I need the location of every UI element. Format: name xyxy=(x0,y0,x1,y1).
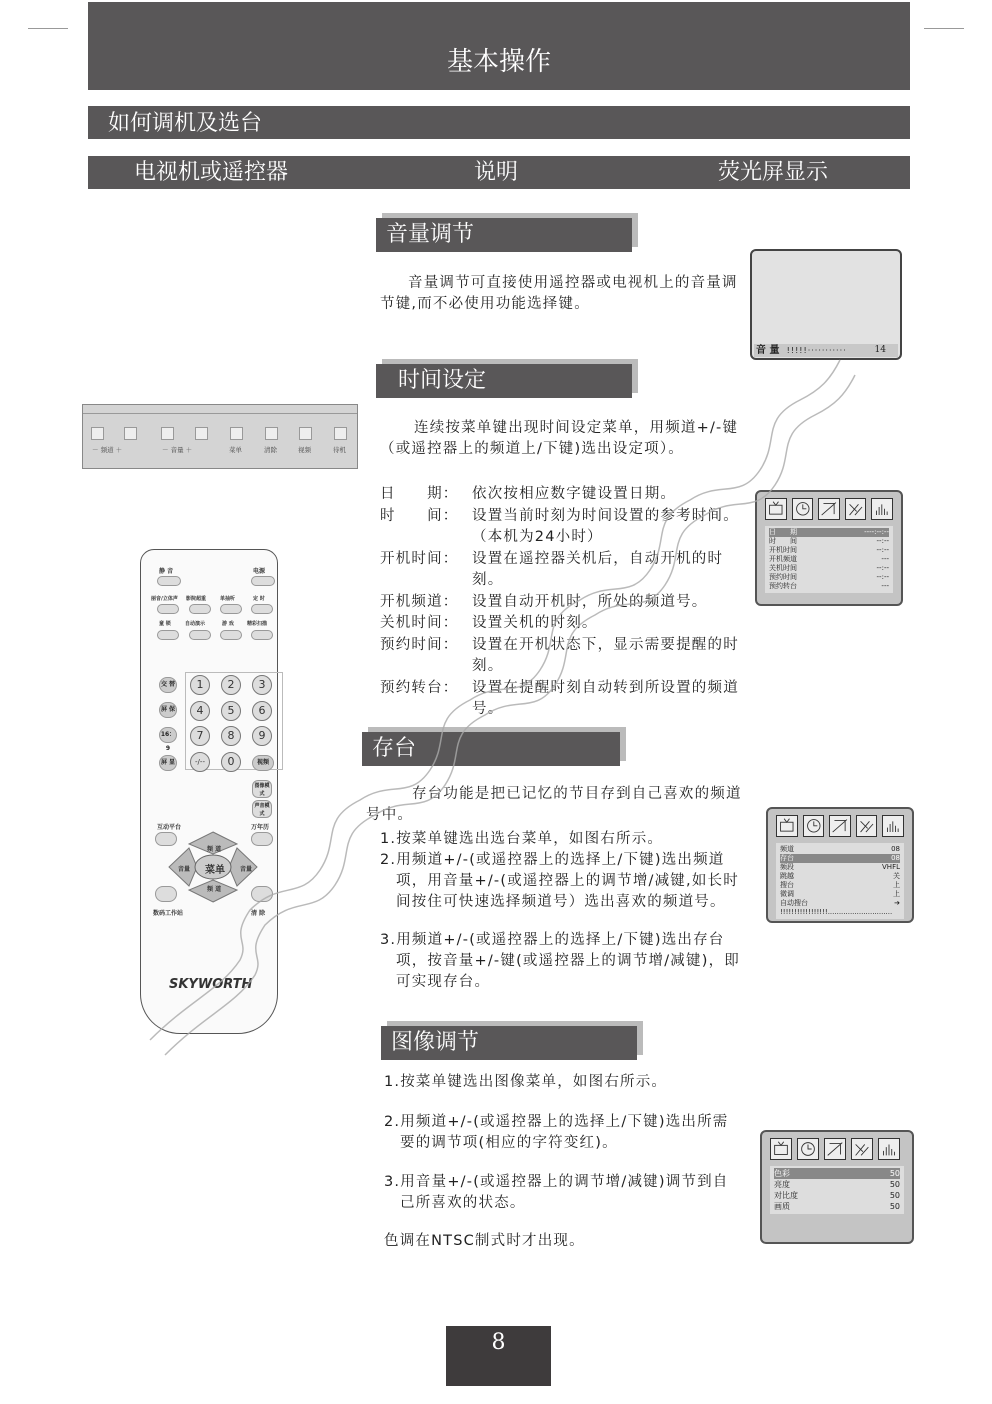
display-button[interactable]: 屏 显 xyxy=(159,755,177,771)
panel-label: － 频道 ＋ xyxy=(92,446,123,454)
volume-down-button[interactable] xyxy=(161,427,174,440)
store-step: 2.用频道+/-(或遥控器上的选择上/下键)选出频道项，用音量+/-(或遥控器上的调节增/减键,如长时间按住可快速选择频道号）选出喜欢的频道号。 xyxy=(380,852,739,910)
sound-icon xyxy=(878,1138,900,1160)
volume-screen-bar: !!!!!··········· xyxy=(786,346,847,355)
picture-step: 1.按菜单键选出图像菜单，如图右所示。 xyxy=(384,1074,668,1090)
digit-button[interactable]: 9 xyxy=(252,726,272,746)
panel-label: 清除 xyxy=(264,446,277,454)
store-intro: 存台功能是把已记忆的节目存到自己喜欢的频道号中。 xyxy=(366,786,742,823)
store-step: 1.按菜单键选出选台菜单，如图右所示。 xyxy=(380,831,664,847)
panel-label: 视频 xyxy=(298,446,311,454)
panel-label: 菜单 xyxy=(229,446,242,454)
remote-label: 童 锁 xyxy=(159,621,171,627)
digit-button[interactable]: 5 xyxy=(221,701,241,721)
time-item: 关机时间： 设置关机的时刻。 xyxy=(380,615,598,631)
video-button[interactable] xyxy=(299,427,312,440)
volume-screen-value: 14 xyxy=(874,345,886,355)
digit-button[interactable]: 8 xyxy=(221,726,241,746)
remote-clear-button[interactable] xyxy=(251,886,273,902)
picture-step: 2.用频道+/-(或遥控器上的选择上/下键)选出所需要的调节项(相应的字符变红)。 xyxy=(384,1114,729,1151)
picture-step: 3.用音量+/-(或遥控器上的调节增/减键)调节到自己所喜欢的状态。 xyxy=(384,1174,729,1211)
time-item: 开机时间： 设置在遥控器关机后，自动开机的时刻。 xyxy=(380,551,724,588)
column-middle: 说明 xyxy=(474,160,519,185)
tv-icon xyxy=(770,1138,792,1160)
digit-button[interactable]: -/-- xyxy=(190,752,210,772)
time-menu-list: 日 期 ----:--:-- 时 间 --:-- 开机时间 --:-- 开机频道 --- 关机时间 --:-- 预约时间 --:-- 预约转台 --- xyxy=(765,526,893,593)
antenna-icon xyxy=(851,1138,873,1160)
panel-label: 待机 xyxy=(333,446,346,454)
aspect-button[interactable]: 16：9 xyxy=(159,727,177,743)
volume-text: 音量调节可直接使用遥控器或电视机上的音量调节键,而不必使用功能选择键。 xyxy=(380,275,738,312)
picture-icon xyxy=(818,498,840,520)
picture-menu-screen xyxy=(760,1130,914,1244)
volume-screen-label: 音 量 xyxy=(756,345,780,356)
sound-icon xyxy=(871,498,893,520)
clock-icon xyxy=(797,1138,819,1160)
nav-down-label: 频 道 xyxy=(207,886,222,893)
time-item: 预约时间： 设置在开机状态下，显示需要提醒的时刻。 xyxy=(380,637,739,674)
scan-button[interactable] xyxy=(251,630,273,640)
remote-control xyxy=(140,549,278,1034)
time-item: 预约转台： 设置在提醒时刻自动转到所设置的频道号。 xyxy=(380,680,739,717)
menu-button[interactable] xyxy=(230,427,243,440)
remote-label: 自动演示 xyxy=(185,621,206,627)
power-label: 电源 xyxy=(253,568,266,575)
timer-button[interactable] xyxy=(251,604,273,614)
column-right: 荧光屏显示 xyxy=(718,160,829,185)
time-item: 开机频道： 设置自动开机时，所处的频道号。 xyxy=(380,594,708,610)
page-number: 8 xyxy=(446,1326,551,1386)
tv-front-panel xyxy=(82,404,358,469)
cinema-button[interactable] xyxy=(189,604,211,614)
time-menu-screen xyxy=(755,490,903,606)
picture-icon xyxy=(824,1138,846,1160)
remote-label: 万年历 xyxy=(251,824,270,831)
clock-icon xyxy=(803,815,825,837)
page-title: 基本操作 xyxy=(88,2,910,90)
remote-label: 单抽听 xyxy=(220,596,236,602)
tv-icon xyxy=(776,815,798,837)
single-button[interactable] xyxy=(220,604,242,614)
screensaver-button[interactable]: 屏 保 xyxy=(159,702,177,718)
antenna-icon xyxy=(856,815,878,837)
column-header-bar xyxy=(88,156,910,189)
time-item: 时 间： 设置当前时刻为时间设置的参考时间。（本机为24小时） xyxy=(380,508,739,545)
demo-button[interactable] xyxy=(189,630,211,640)
clock-icon xyxy=(792,498,814,520)
digit-button[interactable]: 3 xyxy=(252,675,272,695)
digit-button[interactable]: 1 xyxy=(190,675,210,695)
clear-button[interactable] xyxy=(265,427,278,440)
sound-icon xyxy=(882,815,904,837)
picture-menu-list: 色彩 50 亮度 50 对比度 50 画质 50 xyxy=(770,1166,904,1214)
antenna-icon xyxy=(845,498,867,520)
crop-mark-right xyxy=(924,28,964,29)
remote-label: 互动平台 xyxy=(157,824,182,831)
mute-button[interactable] xyxy=(157,576,181,586)
swap-button[interactable]: 交 替 xyxy=(159,677,177,693)
volume-screen xyxy=(750,249,902,360)
power-button[interactable] xyxy=(251,576,275,586)
volume-heading: 音量调节 xyxy=(376,218,632,252)
store-heading: 存台 xyxy=(362,732,620,766)
picture-note: 色调在NTSC制式时才出现。 xyxy=(384,1233,585,1249)
digit-button[interactable]: 0 xyxy=(221,752,241,772)
image-mode-button[interactable]: 图像模式 xyxy=(252,780,272,798)
lock-button[interactable] xyxy=(157,630,179,640)
time-heading: 时间设定 xyxy=(376,364,632,398)
picture-heading: 图像调节 xyxy=(381,1026,637,1060)
brand-logo: SKYWORTH xyxy=(169,977,253,992)
remote-label: 数码工作站 xyxy=(153,910,184,917)
standby-button[interactable] xyxy=(334,427,347,440)
panel-label: － 音量 ＋ xyxy=(162,446,193,454)
remote-label: 定 时 xyxy=(253,596,265,602)
channel-up-button[interactable] xyxy=(124,427,137,440)
stereo-button[interactable] xyxy=(157,604,179,614)
channel-down-button[interactable] xyxy=(91,427,104,440)
nav-left-label: 音量 xyxy=(178,866,191,873)
store-step: 3.用频道+/-(或遥控器上的选择上/下键)选出存台项，按音量+/-键(或遥控器上的调节增/减键)，即可实现存台。 xyxy=(380,932,740,990)
nav-right-label: 音量 xyxy=(240,866,253,873)
digit-button[interactable]: 6 xyxy=(252,701,272,721)
digit-button[interactable]: 7 xyxy=(190,726,210,746)
time-intro: 连续按菜单键出现时间设定菜单，用频道+/-键（或遥控器上的频道上/下键)选出设定项）。 xyxy=(380,420,739,457)
remote-video-button[interactable]: 视频 xyxy=(252,755,274,771)
store-menu-list: 频道 08 存台 08 频段 VHFL 跳越 关 搜台 上 微调 上 自动搜台 ➔ !!!!!!!!!!!!!!!!!............................. xyxy=(776,843,904,919)
game-button[interactable] xyxy=(220,630,242,640)
digital-button[interactable] xyxy=(155,886,177,902)
remote-label: 清 除 xyxy=(251,910,266,917)
time-item: 日 期： 依次按相应数字键设置日期。 xyxy=(380,486,677,502)
mute-label: 静 音 xyxy=(159,568,174,575)
sound-mode-button[interactable]: 声音模式 xyxy=(252,800,272,818)
crop-mark-left xyxy=(28,28,68,29)
column-left: 电视机或遥控器 xyxy=(134,160,289,185)
nav-up-label: 频 道 xyxy=(207,846,222,853)
nav-center-label: 菜单 xyxy=(205,865,225,876)
digit-button[interactable]: 4 xyxy=(190,701,210,721)
section-title: 如何调机及选台 xyxy=(88,106,910,139)
volume-up-button[interactable] xyxy=(195,427,208,440)
remote-label: 精彩扫描 xyxy=(247,621,268,627)
remote-label: 丽音/立体声 xyxy=(151,596,178,602)
remote-label: 影院超重 xyxy=(186,596,207,602)
remote-label: 游 戏 xyxy=(222,621,234,627)
picture-icon xyxy=(829,815,851,837)
tv-icon xyxy=(765,498,787,520)
digit-button[interactable]: 2 xyxy=(221,675,241,695)
store-menu-screen xyxy=(766,807,914,923)
